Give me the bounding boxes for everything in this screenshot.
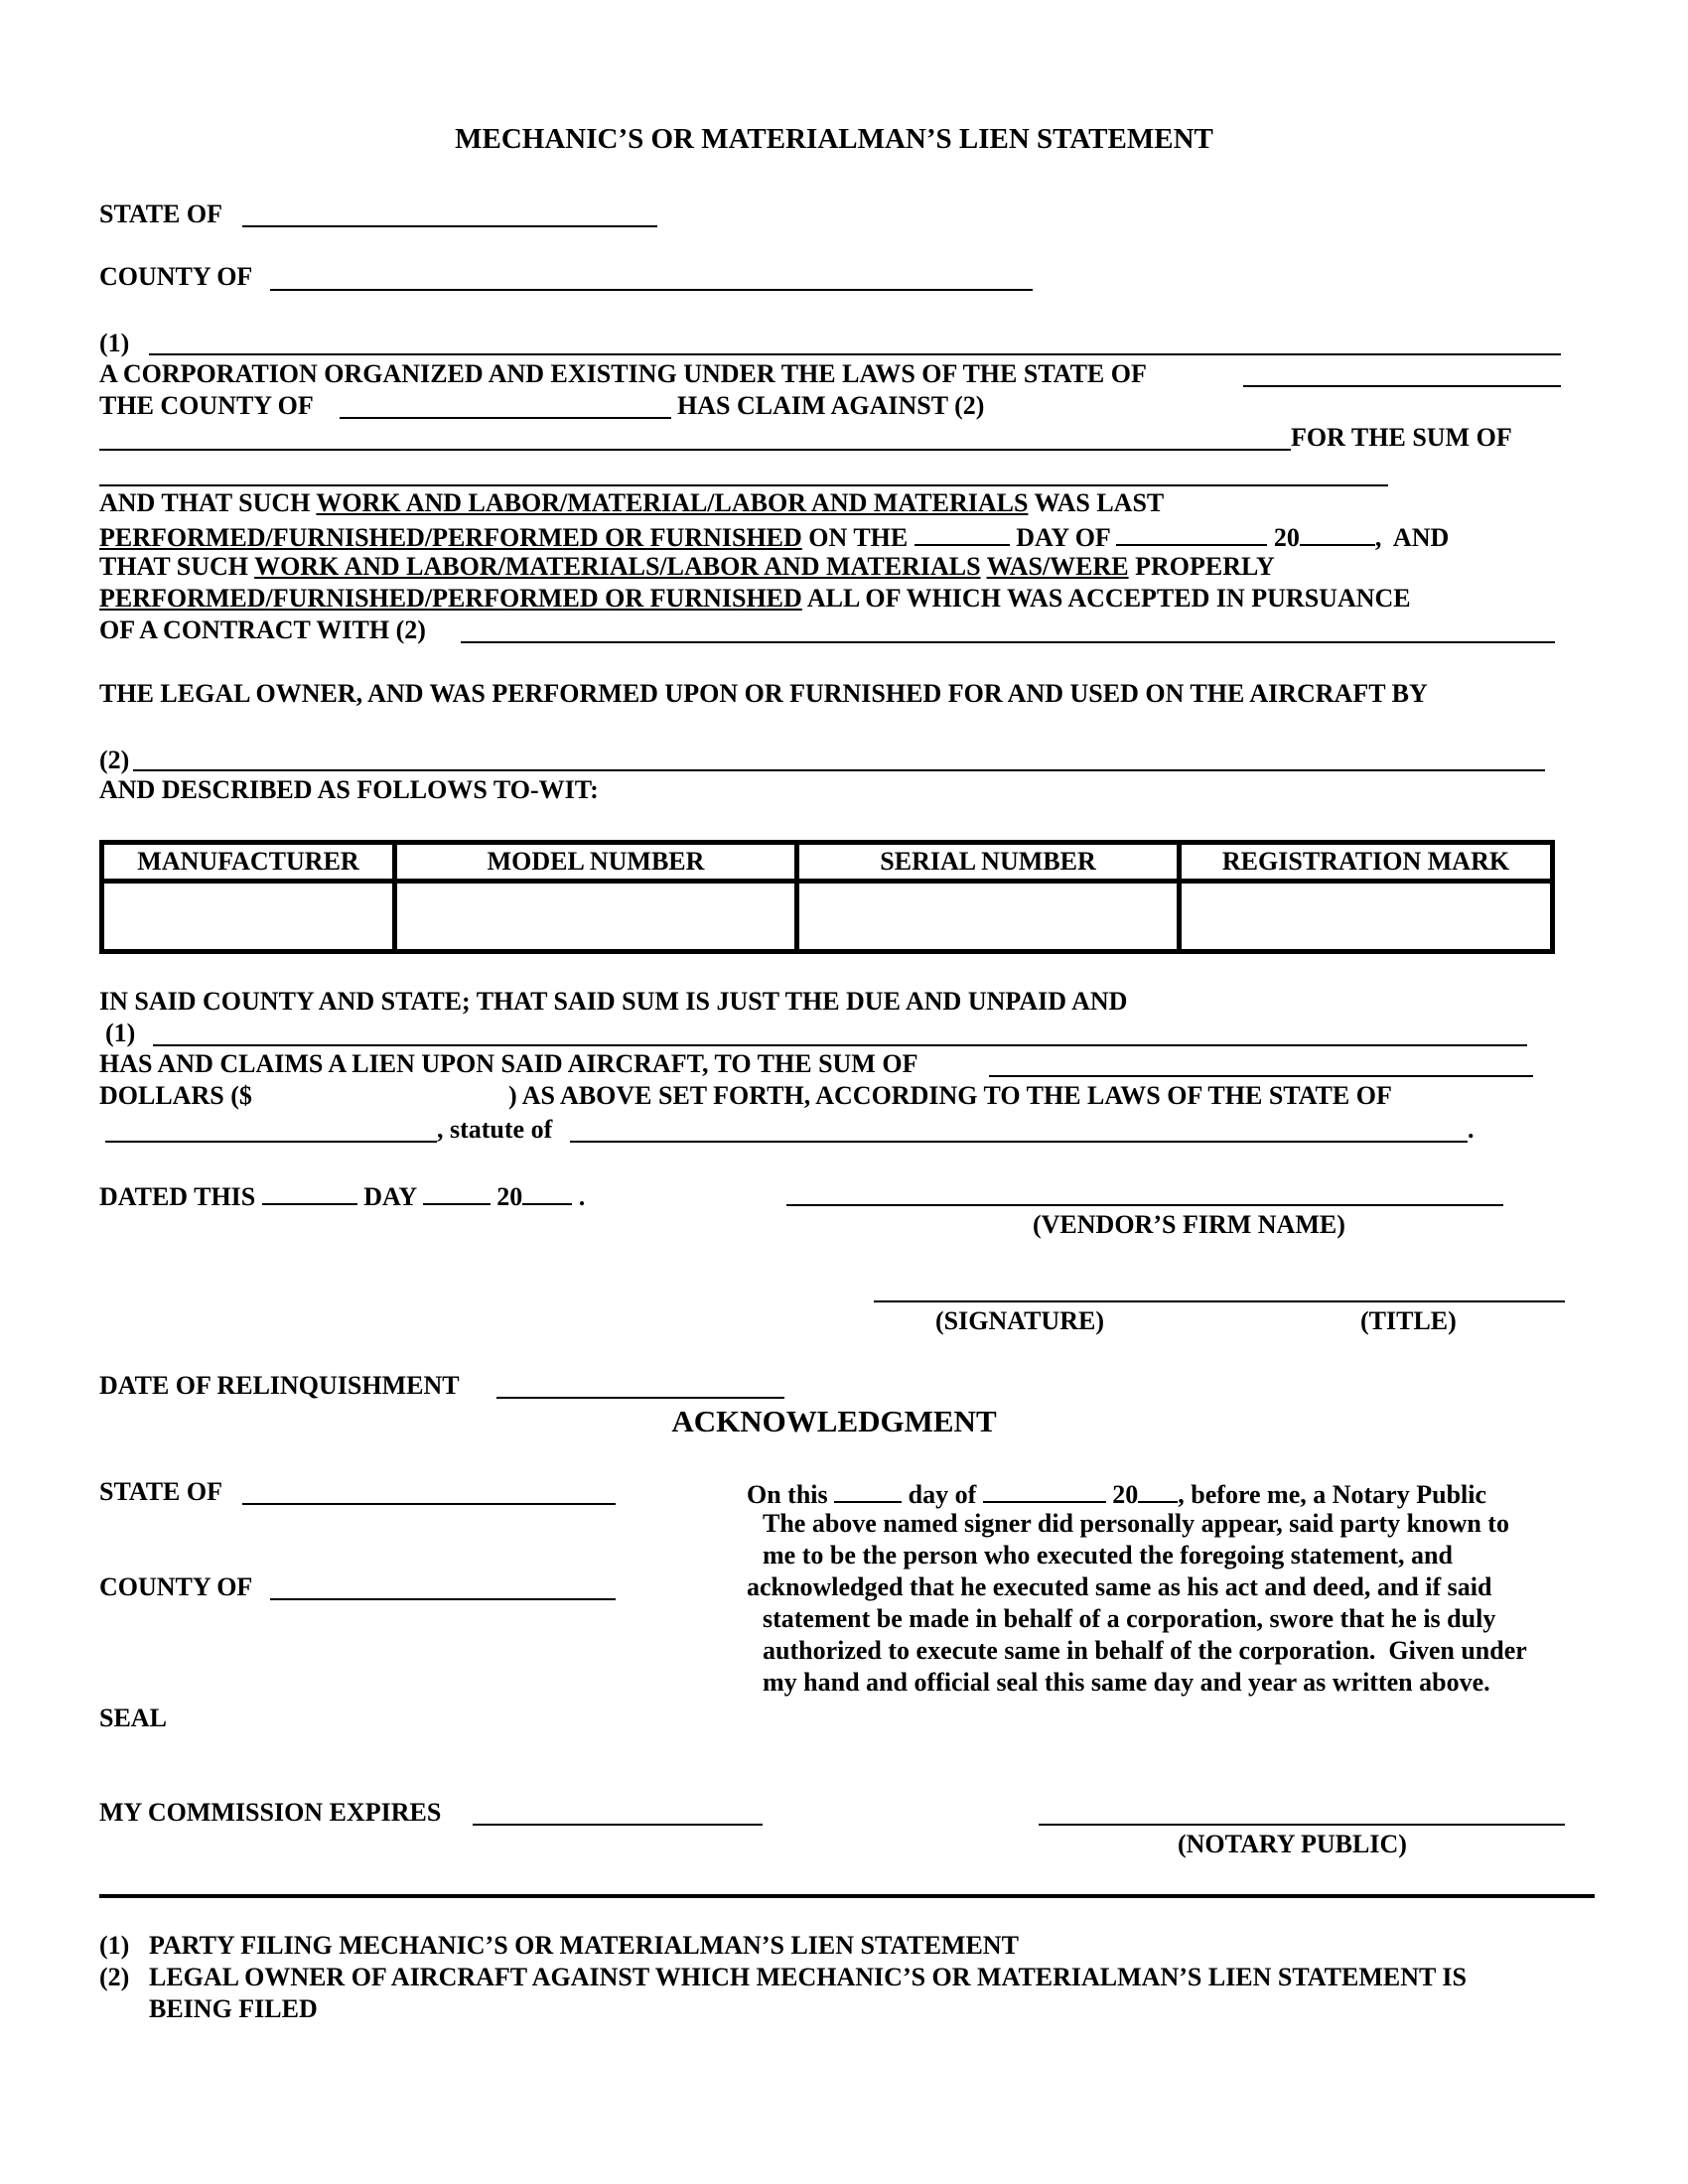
year-field[interactable]: [1300, 520, 1375, 546]
notary-signature-field[interactable]: [1039, 1824, 1565, 1826]
relinquishment-field[interactable]: [496, 1397, 784, 1399]
col-model-number: MODEL NUMBER: [395, 843, 797, 882]
claimant-county-field[interactable]: [340, 417, 671, 419]
col-registration-mark: REGISTRATION MARK: [1180, 843, 1553, 882]
dated-year-field[interactable]: [522, 1179, 572, 1205]
corporation-line: A CORPORATION ORGANIZED AND EXISTING UNDER THE LAWS OF THE STATE OF: [99, 359, 1147, 388]
ack-county-label: COUNTY OF: [99, 1572, 253, 1601]
aircraft-user-field[interactable]: [133, 769, 1545, 771]
dated-day-field[interactable]: [262, 1179, 357, 1205]
sum-field[interactable]: [99, 484, 1388, 486]
lien-marker-1: (1): [105, 1019, 136, 1047]
vendor-firm-label: (VENDOR’S FIRM NAME): [1033, 1210, 1345, 1239]
model-number-cell[interactable]: [395, 882, 797, 952]
contract-with-field[interactable]: [461, 641, 1555, 643]
statute-of-label: , statute of: [437, 1115, 553, 1144]
dollars-label: DOLLARS ($: [99, 1081, 252, 1110]
ack-body-line: authorized to execute same in behalf of the corporation. Given under: [763, 1636, 1527, 1665]
marker-2: (2): [99, 746, 130, 774]
state-of-label: STATE OF: [99, 200, 223, 228]
manufacturer-cell[interactable]: [102, 882, 395, 952]
statute-field[interactable]: [570, 1141, 1468, 1143]
county-of-label: COUNTY OF: [99, 262, 253, 291]
county-of-field[interactable]: [270, 289, 1033, 291]
legal-owner-line: THE LEGAL OWNER, AND WAS PERFORMED UPON OR FURNISHED FOR AND USED ON THE AIRCRAFT BY: [99, 679, 1428, 708]
registration-mark-cell[interactable]: [1180, 882, 1553, 952]
signature-label: (SIGNATURE): [935, 1306, 1104, 1335]
footer-divider: [99, 1894, 1595, 1898]
dated-month-field[interactable]: [423, 1179, 491, 1205]
commission-label: MY COMMISSION EXPIRES: [99, 1798, 442, 1827]
marker-1: (1): [99, 329, 130, 357]
col-serial-number: SERIAL NUMBER: [797, 843, 1180, 882]
has-claim-label: HAS CLAIM AGAINST (2): [677, 391, 985, 420]
ack-body-line: The above named signer did personally appear, said party known to: [763, 1509, 1509, 1538]
page-title: MECHANIC’S OR MATERIALMAN’S LIEN STATEMENT: [455, 123, 1213, 155]
footnote-2-marker: (2): [99, 1963, 130, 1991]
footnote-2-continued: BEING FILED: [149, 1994, 318, 2023]
claimant-name-field[interactable]: [149, 353, 1561, 355]
relinquishment-label: DATE OF RELINQUISHMENT: [99, 1371, 460, 1400]
ack-day-field[interactable]: [834, 1477, 902, 1503]
col-manufacturer: MANUFACTURER: [102, 843, 395, 882]
above-set-label: ) AS ABOVE SET FORTH, ACCORDING TO THE LAWS OF THE STATE OF: [508, 1081, 1392, 1110]
on-this-line: On this day of 20 , before me, a Notary Public: [747, 1477, 1486, 1510]
ack-body-line: acknowledged that he executed same as his act and deed, and if said: [747, 1572, 1492, 1601]
work-line: AND THAT SUCH WORK AND LABOR/MATERIAL/LABOR AND MATERIALS WAS LAST: [99, 488, 1165, 517]
ack-year-field[interactable]: [1138, 1477, 1178, 1503]
that-such-line: THAT SUCH WORK AND LABOR/MATERIALS/LABOR AND MATERIALS WAS/WERE PROPERLY: [99, 552, 1275, 581]
ack-county-field[interactable]: [270, 1598, 616, 1600]
claimant-county-label: THE COUNTY OF: [99, 391, 314, 420]
ack-body-line: my hand and official seal this same day and year as written above.: [763, 1668, 1490, 1697]
ack-body-line: statement be made in behalf of a corporation, swore that he is duly: [763, 1604, 1496, 1633]
signature-field[interactable]: [874, 1300, 1565, 1302]
lien-sum-field[interactable]: [989, 1075, 1533, 1077]
contract-with-label: OF A CONTRACT WITH (2): [99, 615, 426, 644]
described-label: AND DESCRIBED AS FOLLOWS TO-WIT:: [99, 775, 599, 804]
title-label: (TITLE): [1360, 1306, 1457, 1335]
ack-month-field[interactable]: [983, 1477, 1106, 1503]
accepted-line: PERFORMED/FURNISHED/PERFORMED OR FURNISHED ALL OF WHICH WAS ACCEPTED IN PURSUANCE: [99, 584, 1411, 613]
for-sum-label: FOR THE SUM OF: [1291, 423, 1512, 452]
in-said-line: IN SAID COUNTY AND STATE; THAT SAID SUM IS JUST THE DUE AND UNPAID AND: [99, 987, 1128, 1016]
lien-claimant-field[interactable]: [153, 1044, 1527, 1046]
notary-label: (NOTARY PUBLIC): [1178, 1830, 1407, 1858]
state-of-field[interactable]: [242, 225, 657, 227]
corporation-state-field[interactable]: [1243, 385, 1561, 387]
commission-field[interactable]: [473, 1824, 763, 1826]
footnote-1-text: PARTY FILING MECHANIC’S OR MATERIALMAN’S LIEN STATEMENT: [149, 1931, 1019, 1960]
statute-period: .: [1468, 1115, 1475, 1144]
ack-state-field[interactable]: [242, 1503, 616, 1505]
aircraft-table: [99, 840, 1555, 954]
vendor-firm-field[interactable]: [786, 1204, 1503, 1206]
owner-name-field[interactable]: [99, 449, 1291, 451]
ack-state-label: STATE OF: [99, 1477, 223, 1506]
claims-lien-label: HAS AND CLAIMS A LIEN UPON SAID AIRCRAFT, TO THE SUM OF: [99, 1049, 918, 1078]
serial-number-cell[interactable]: [797, 882, 1180, 952]
footnote-2-text: LEGAL OWNER OF AIRCRAFT AGAINST WHICH MECHANIC’S OR MATERIALMAN’S LIEN STATEMENT IS: [149, 1963, 1467, 1991]
law-state-field[interactable]: [105, 1141, 437, 1143]
day-field[interactable]: [914, 520, 1010, 546]
ack-body-line: me to be the person who executed the foregoing statement, and: [763, 1541, 1453, 1570]
dated-line: DATED THIS DAY 20 .: [99, 1179, 585, 1212]
acknowledgment-heading: ACKNOWLEDGMENT: [671, 1404, 997, 1438]
month-field[interactable]: [1116, 520, 1267, 546]
seal-label: SEAL: [99, 1704, 167, 1732]
footnote-1-marker: (1): [99, 1931, 130, 1960]
performed-line: PERFORMED/FURNISHED/PERFORMED OR FURNISHED ON THE DAY OF 20 , AND: [99, 520, 1449, 553]
